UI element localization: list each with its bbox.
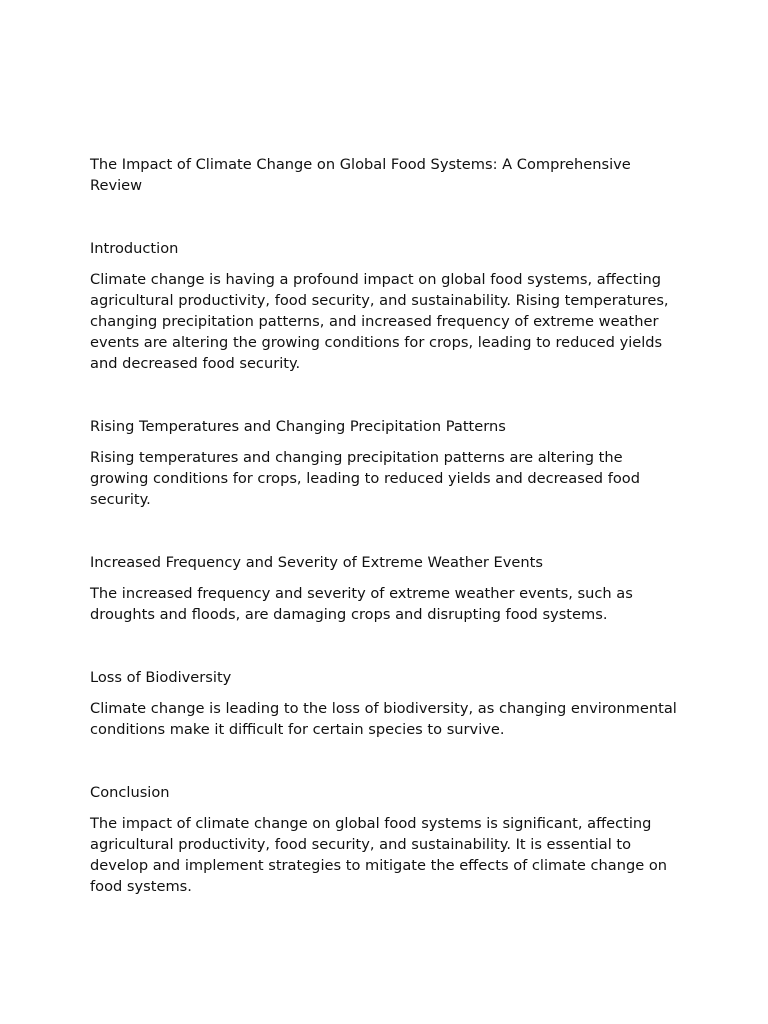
document-title: The Impact of Climate Change on Global Food Systems: A Comprehensive Review (90, 156, 631, 194)
section-heading: Increased Frequency and Severity of Extreme Weather Events (90, 554, 543, 571)
section-heading: Rising Temperatures and Changing Precipitation Patterns (90, 418, 506, 435)
section-rising-temperatures (90, 416, 680, 510)
section-introduction (90, 238, 680, 374)
document-page (90, 154, 680, 939)
section-biodiversity (90, 667, 680, 740)
section-extreme-weather (90, 552, 680, 625)
section-heading: Conclusion (90, 784, 170, 801)
section-heading: Loss of Biodiversity (90, 669, 232, 686)
section-heading: Introduction (90, 240, 179, 257)
section-body: The increased frequency and severity of extreme weather events, such as droughts and floods, are damaging crops and disrupting food systems. (90, 585, 633, 623)
section-conclusion (90, 782, 680, 897)
section-body: Climate change is leading to the loss of biodiversity, as changing environmental conditions make it difficult for certain species to survive. (90, 700, 677, 738)
section-body: The impact of climate change on global food systems is significant, affecting agricultural productivity, food security, and sustainability. It is essential to develop and implement strategies to mitigate the effects of climate change on food systems. (90, 815, 668, 895)
section-body: Climate change is having a profound impact on global food systems, affecting agricultural productivity, food security, and sustainability. Rising temperatures, changing precipitation patterns, and increased frequency of extreme weather events are altering the growing conditions for crops, leading to reduced yields and decreased food security. (90, 271, 669, 372)
section-body: Rising temperatures and changing precipitation patterns are altering the growing conditions for crops, leading to reduced yields and decreased food security. (90, 449, 640, 508)
